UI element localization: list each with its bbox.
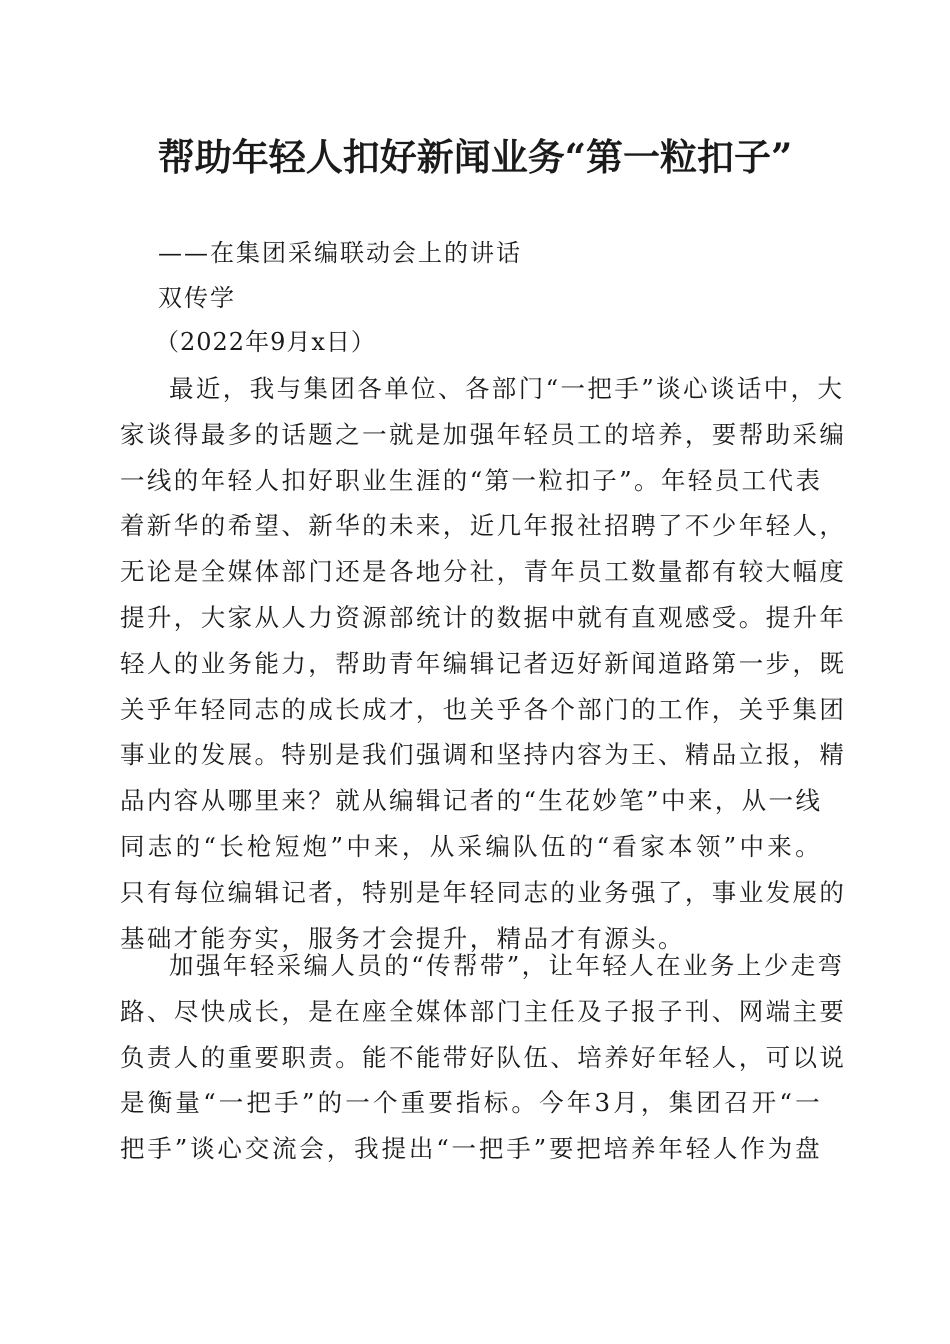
document-subtitle: ——在集团采编联动会上的讲话 (158, 239, 522, 267)
paragraph-line: 着新华的希望、新华的未来，近几年报社招聘了不少年轻人， (120, 511, 847, 541)
body-paragraph-1 (120, 366, 847, 961)
paragraph-line: 轻人的业务能力，帮助青年编辑记者迈好新闻道路第一步，既 (120, 648, 847, 678)
document-author: 双传学 (158, 284, 236, 312)
paragraph-line: 无论是全媒体部门还是各地分社，青年员工数量都有较大幅度 (120, 557, 847, 587)
paragraph-line: 加强年轻采编人员的“传帮带”，让年轻人在业务上少走弯 (169, 951, 845, 980)
paragraph-line: 负责人的重要职责。能不能带好队伍、培养好年轻人，可以说 (120, 1042, 847, 1072)
document-title: 帮助年轻人扣好新闻业务“第一粒扣子” (157, 135, 793, 179)
paragraph-line: 一线的年轻人扣好职业生涯的“第一粒扣子”。年轻员工代表 (120, 465, 823, 495)
paragraph-line: 把手”谈心交流会，我提出“一把手”要把培养年轻人作为盘 (120, 1134, 822, 1164)
paragraph-line: 家谈得最多的话题之一就是加强年轻员工的培养，要帮助采编 (120, 419, 847, 449)
paragraph-line: 最近，我与集团各单位、各部门“一把手”谈心谈话中，大 (169, 374, 845, 403)
body-paragraph-2 (120, 943, 847, 1172)
paragraph-line: 同志的“长枪短炮”中来，从采编队伍的“看家本领”中来。 (120, 831, 822, 861)
paragraph-line: 提升，大家从人力资源部统计的数据中就有直观感受。提升年 (120, 602, 847, 632)
paragraph-line: 事业的发展。特别是我们强调和坚持内容为王、精品立报，精 (120, 740, 847, 770)
paragraph-line: 是衡量“一把手”的一个重要指标。今年3月，集团召开“一 (120, 1088, 822, 1118)
document-date: （2022年9月x日） (155, 328, 376, 356)
paragraph-line: 路、尽快成长，是在座全媒体部门主任及子报子刊、网端主要 (120, 996, 847, 1026)
paragraph-line: 基础才能夯实，服务才会提升，精品才有源头。 (120, 923, 685, 953)
paragraph-line: 关乎年轻同志的成长成才，也关乎各个部门的工作，关乎集团 (120, 694, 847, 724)
paragraph-line: 只有每位编辑记者，特别是年轻同志的业务强了，事业发展的 (120, 877, 847, 907)
paragraph-line: 品内容从哪里来？就从编辑记者的“生花妙笔”中来，从一线 (120, 786, 823, 816)
